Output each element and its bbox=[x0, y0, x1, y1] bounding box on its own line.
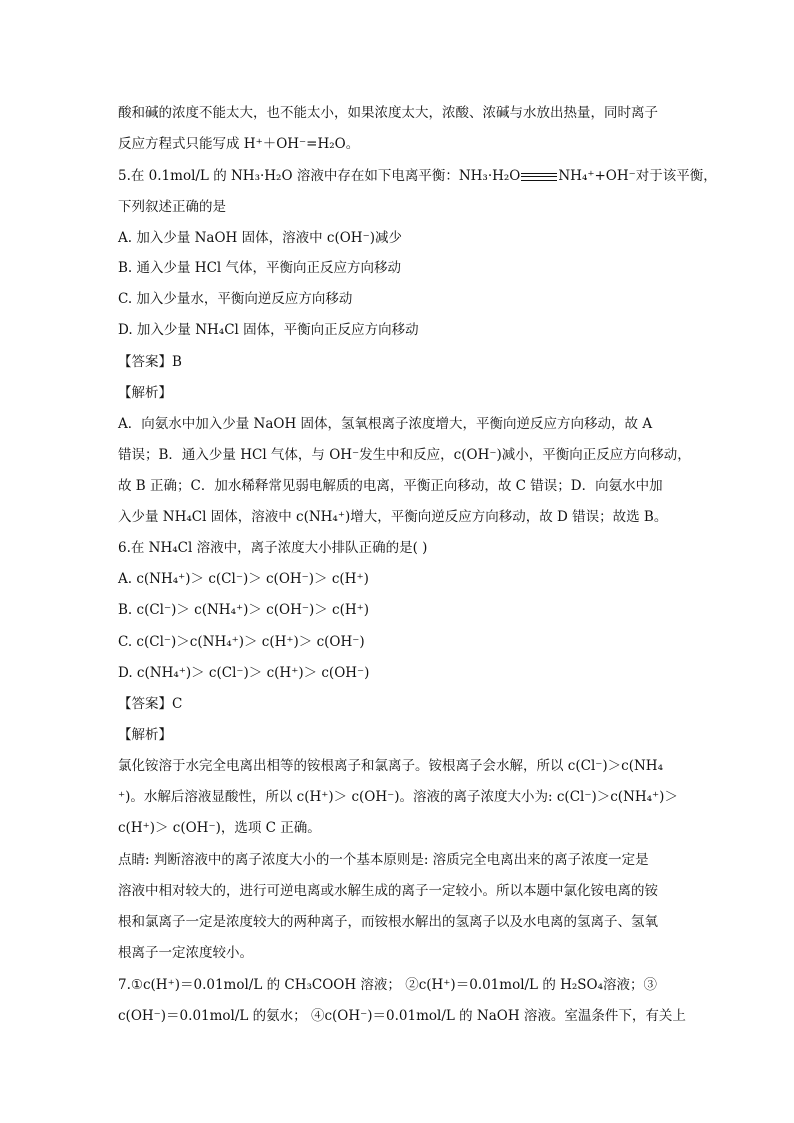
question-5-text-before: 5.在 0.1mol/L 的 NH₃·H₂O 溶液中存在如下电离平衡：NH₃·H₂O bbox=[118, 168, 521, 184]
option-d: D. 加入少量 NH₄Cl 固体，平衡向正反应方向移动 bbox=[118, 322, 419, 338]
option-a: A. 加入少量 NaOH 固体，溶液中 c(OH⁻)减少 bbox=[118, 230, 402, 246]
text-line: 根离子一定浓度较小。 bbox=[118, 945, 253, 961]
text-line: 错误；B．通入少量 HCl 气体，与 OH⁻发生中和反应，c(OH⁻)减小，平衡向正反应方向移动， bbox=[118, 447, 691, 463]
text-line: c(OH⁻)＝0.01mol/L 的氨水； ④c(OH⁻)＝0.01mol/L 的 NaOH 溶液。室温条件下，有关上 bbox=[118, 1008, 686, 1024]
question-5-stem bbox=[118, 168, 717, 185]
option-b: B. c(Cl⁻)＞ c(NH₄⁺)＞ c(OH⁻)＞ c(H⁺) bbox=[118, 602, 370, 618]
option-a: A. c(NH₄⁺)＞ c(Cl⁻)＞ c(OH⁻)＞ c(H⁺) bbox=[118, 571, 369, 587]
option-c: C. c(Cl⁻)＞c(NH₄⁺)＞ c(H⁺)＞ c(OH⁻) bbox=[118, 634, 365, 650]
question-7-stem: 7.①c(H⁺)＝0.01mol/L 的 CH₃COOH 溶液； ②c(H⁺)＝0.01mol/L 的 H₂SO₄溶液；③ bbox=[118, 977, 658, 993]
text-line: 入少量 NH₄Cl 固体，溶液中 c(NH₄⁺)增大，平衡向逆反应方向移动，故 D 错误；故选 B。 bbox=[118, 509, 668, 525]
analysis-label: 【解析】 bbox=[118, 385, 172, 401]
option-c: C. 加入少量水，平衡向逆反应方向移动 bbox=[118, 291, 353, 307]
option-b: B. 通入少量 HCl 气体，平衡向正反应方向移动 bbox=[118, 260, 402, 276]
text-line: 点睛: 判断溶液中的离子浓度大小的一个基本原则是: 溶质完全电离出来的离子浓度一定是 bbox=[118, 852, 649, 868]
text-line: 根和氯离子一定是浓度较大的两种离子，而铵根水解出的氢离子以及水电离的氢离子、氢氧 bbox=[118, 914, 658, 930]
question-6-stem: 6.在 NH₄Cl 溶液中，离子浓度大小排队正确的是( ) bbox=[118, 540, 428, 556]
text-line: 反应方程式只能写成 H⁺＋OH⁻=H₂O。 bbox=[118, 136, 360, 152]
text-line: 氯化铵溶于水完全电离出相等的铵根离子和氯离子。铵根离子会水解，所以 c(Cl⁻)＞c(NH₄ bbox=[118, 758, 663, 774]
option-d: D. c(NH₄⁺)＞ c(Cl⁻)＞ c(H⁺)＞ c(OH⁻) bbox=[118, 665, 370, 681]
answer-label: 【答案】B bbox=[118, 354, 182, 370]
text-line: 溶液中相对较大的，进行可逆电离或水解生成的离子一定较小。所以本题中氯化铵电离的铵 bbox=[118, 883, 658, 899]
text-line: 下列叙述正确的是 bbox=[118, 199, 226, 215]
answer-label: 【答案】C bbox=[118, 696, 183, 712]
question-5-text-after: NH₄⁺+OH⁻对于该平衡， bbox=[558, 168, 717, 184]
text-line: 故 B 正确；C．加水稀释常见弱电解质的电离，平衡正向移动，故 C 错误；D．向氨水中加 bbox=[118, 478, 663, 494]
text-line: 酸和碱的浓度不能太大，也不能太小，如果浓度太大，浓酸、浓碱与水放出热量，同时离子 bbox=[118, 105, 658, 121]
analysis-label: 【解析】 bbox=[118, 727, 172, 743]
text-line: c(H⁺)＞ c(OH⁻)，选项 C 正确。 bbox=[118, 820, 321, 836]
equilibrium-arrow-icon bbox=[521, 173, 557, 181]
text-line: A．向氨水中加入少量 NaOH 固体，氢氧根离子浓度增大，平衡向逆反应方向移动，故 A bbox=[118, 416, 653, 432]
text-line: ⁺)。水解后溶液显酸性，所以 c(H⁺)＞ c(OH⁻)。溶液的离子浓度大小为: c(Cl⁻)＞c(NH₄⁺)＞ bbox=[118, 789, 678, 805]
